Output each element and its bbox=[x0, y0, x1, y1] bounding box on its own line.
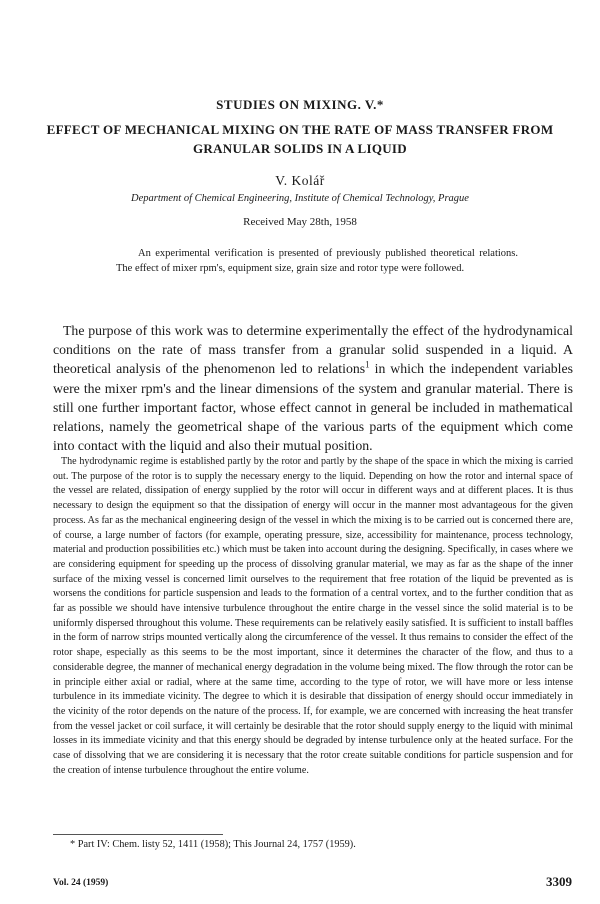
author-name: V. Kolář bbox=[275, 173, 325, 188]
lead-paragraph bbox=[53, 321, 573, 455]
footnote-divider bbox=[53, 834, 223, 835]
reference-marker: 1 bbox=[365, 359, 370, 370]
lead-text-start: The purpose of this work was to determine experimentally the effect of the hydrodynamical conditions on the rate of mass transfer from a granular solid suspended in a liquid. A theoretical analysis of the phenomenon led to relations bbox=[53, 323, 573, 377]
body-paragraph: The hydrodynamic regime is established partly by the rotor and partly by the shape of the space in which the mixing is carried out. The purpose of the rotor is to supply the necessary energy to the liquid. Depending on how the rotor and internal space of the vessel are related, dissipation of energy supplied by the rotor will occur in different ways and at different places. It is thus necessary to design the equipment so that the dissipation of energy will occur in the manner most advantageous for the given process. As far as the mechanical engineering design of the vessel in which the mixing is to be carried out is concerned there are, of course, a large number of factors (for example, operating pressure, size, accessibility for maintenance, process technology, material and production possibilities etc.) which must be taken into account during the designing. Specifically, in cases where we are considering equipment for speeding up the process of dissolving granular material, we may as far as the shape of the inner surface of the mixing vessel is concerned limit ourselves to the requirement that free rotation of the liquid be prevented as is worsens the conditions for particle suspension and leads to the formation of a central vortex, and to the further condition that as far as possible we should have intensive turbulence throughout the entire charge in the vessel since the solid material is to be uniformly dispersed throughout this volume. These requirements can be relatively easily satisfied. It is sufficient to install baffles in the form of narrow strips mounted vertically along the circumference of the vessel. It thus remains to consider the effect of the rotor shape, especially as this seems to be the most important, since it determines the character of the flow, and thus to a considerable degree, the manner of mechanical energy degradation in the volume being mixed. The flow through the rotor can be in principle either axial or radial, where at the same time, according to the type of rotor, we will have more or less intense turbulence in its immediate vicinity. The degree to which it is desirable that dissipation of energy should occur immediately in the vicinity of the rotor depends on the nature of the process. If, for example, we are concerned with increasing the heat transfer from the vessel jacket or coil surface, it will certainly be desirable that the rotor should supply energy to the liquid with minimal losses in its immediate vicinity and that this energy should be degraded by intense turbulence only at the heated surface. For the case of dissolving that we are considering it is necessary that the rotor create suitable conditions for particle suspension and for the creation of intense turbulence throughout the entire volume. bbox=[53, 456, 573, 776]
footnote: * Part IV: Chem. listy 52, 1411 (1958); This Journal 24, 1757 (1959). bbox=[70, 839, 356, 850]
page-number: 3309 bbox=[546, 874, 572, 889]
series-title: STUDIES ON MIXING. V.* bbox=[216, 97, 384, 112]
author-affiliation: Department of Chemical Engineering, Institute of Chemical Technology, Prague bbox=[131, 193, 469, 204]
lead-text-end: in which the independent variables were the mixer rpm's and the linear dimensions of the system and granular material. There is still one further important factor, whose effect cannot in general be included in mathematical relations, namely the geometrical shape of the various parts of the equipment which come into contact with the liquid and also their mutual position. bbox=[53, 361, 574, 454]
article-title: EFFECT OF MECHANICAL MIXING ON THE RATE OF MASS TRANSFER FROM GRANULAR SOLIDS IN A LIQUID bbox=[46, 122, 554, 156]
abstract: An experimental verification is presented of previously published theoretical relations. The effect of mixer rpm's, equipment size, grain size and rotor type were followed. bbox=[116, 248, 518, 274]
received-date: Received May 28th, 1958 bbox=[243, 216, 357, 228]
volume-label: Vol. 24 (1959) bbox=[53, 878, 109, 888]
